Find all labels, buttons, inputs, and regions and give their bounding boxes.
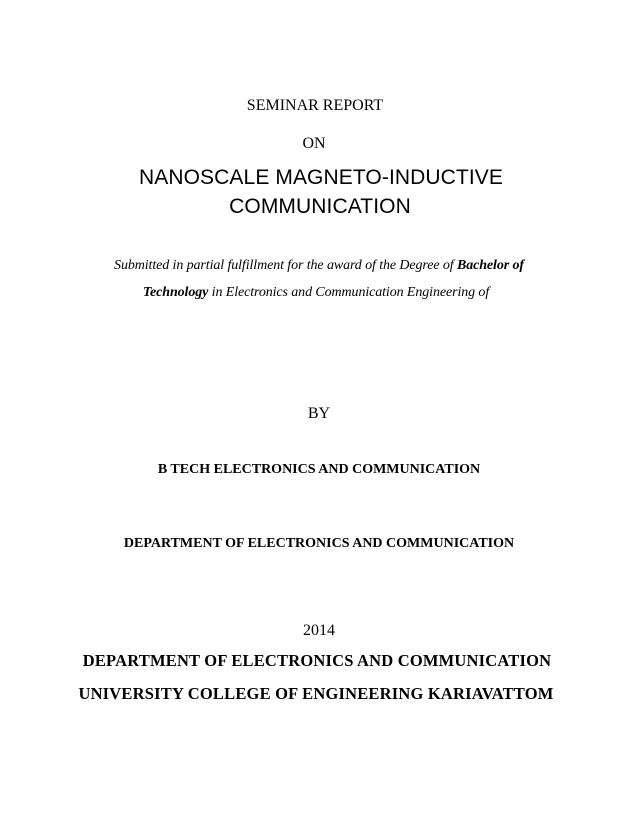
year: 2014 xyxy=(303,622,335,639)
submission-text-continued: in Electronics and Communication Engineering of xyxy=(208,285,490,300)
department-name: DEPARTMENT OF ELECTRONICS AND COMMUNICATION xyxy=(123,536,515,551)
submission-statement-line-2 xyxy=(0,285,635,301)
submission-text: Submitted in partial fulfillment for the award of the Degree of xyxy=(114,258,457,273)
footer-college: UNIVERSITY COLLEGE OF ENGINEERING KARIAVATTOM xyxy=(78,684,554,703)
degree-name-part-1: Bachelor of xyxy=(456,258,524,273)
report-type-heading: SEMINAR REPORT xyxy=(246,97,384,114)
footer-department: DEPARTMENT OF ELECTRONICS AND COMMUNICATION xyxy=(82,651,552,670)
degree-name-part-2: Technology xyxy=(142,285,209,300)
report-title-line-2: COMMUNICATION xyxy=(229,195,411,218)
report-title-line-1: NANOSCALE MAGNETO-INDUCTIVE xyxy=(138,166,504,189)
on-label: ON xyxy=(302,135,326,152)
submission-statement-line-1 xyxy=(0,258,638,274)
author-name: B TECH ELECTRONICS AND COMMUNICATION xyxy=(157,462,481,477)
by-label: BY xyxy=(307,405,331,422)
